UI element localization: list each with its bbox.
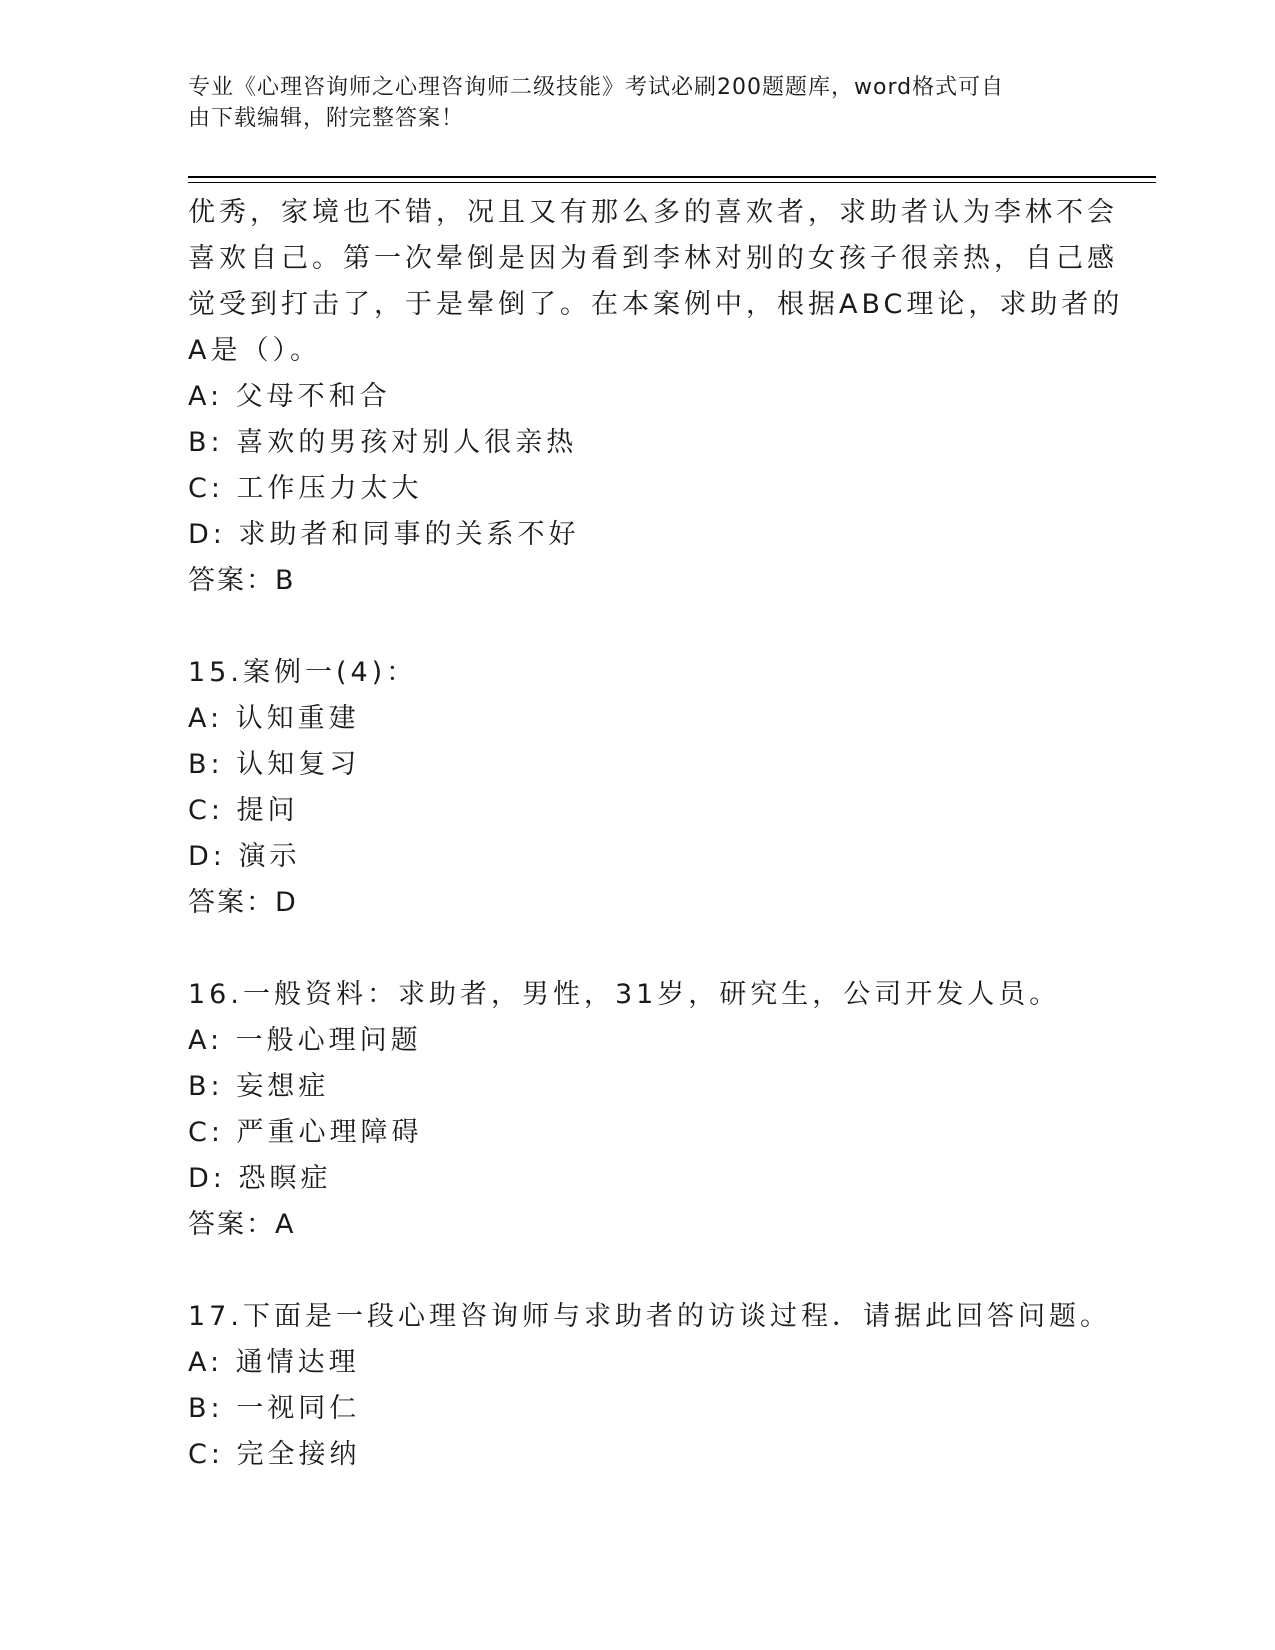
- answer-line: 答案：A: [188, 1209, 296, 1240]
- option-a: A: 认知重建: [188, 703, 360, 734]
- option-a: A: 父母不和合: [188, 381, 391, 412]
- header-line-2: 由下载编辑，附完整答案！: [188, 106, 465, 131]
- question-stem: 16.一般资料：求助者，男性，31岁，研究生，公司开发人员。: [188, 979, 1061, 1010]
- question-text-line: A是（）。: [188, 335, 321, 366]
- option-b: B: 认知复习: [188, 749, 361, 780]
- document-body: [188, 190, 1124, 1478]
- option-a: A: 通情达理: [188, 1347, 360, 1378]
- header-line-1: 专业《心理咨询师之心理咨询师二级技能》考试必刷200题题库，word格式可自: [188, 75, 1005, 100]
- header-rule-thin: [188, 182, 1156, 183]
- spacer: [188, 1248, 1068, 1294]
- question-16: [188, 972, 1068, 1248]
- option-d: D: 恐瞑症: [188, 1163, 332, 1194]
- document-header: [188, 72, 1068, 134]
- spacer: [188, 604, 1068, 650]
- question-stem: 15.案例一(4)：: [188, 657, 418, 688]
- answer-line: 答案：B: [188, 565, 296, 596]
- question-stem: 17.下面是一段心理咨询师与求助者的访谈过程．请据此回答问题。: [188, 1301, 1111, 1332]
- option-a: A: 一般心理问题: [188, 1025, 422, 1056]
- question-15: [188, 650, 1068, 926]
- option-b: B: 喜欢的男孩对别人很亲热: [188, 427, 578, 458]
- option-c: C: 完全接纳: [188, 1439, 361, 1470]
- option-d: D: 求助者和同事的关系不好: [188, 519, 580, 550]
- option-b: B: 妄想症: [188, 1071, 330, 1102]
- option-c: C: 严重心理障碍: [188, 1117, 423, 1148]
- header-rule-thick: [188, 176, 1156, 178]
- question-continuation: [188, 190, 1124, 604]
- option-d: D: 演示: [188, 841, 301, 872]
- option-b: B: 一视同仁: [188, 1393, 361, 1424]
- question-text-line: 喜欢自己。第一次晕倒是因为看到李林对别的女孩子很亲热，自己感: [188, 243, 1118, 274]
- spacer: [188, 926, 1068, 972]
- question-text-line: 觉受到打击了，于是晕倒了。在本案例中，根据ABC理论，求助者的: [188, 289, 1124, 320]
- question-17: [188, 1294, 1111, 1478]
- option-c: C: 提问: [188, 795, 299, 826]
- question-text-line: 优秀，家境也不错，况且又有那么多的喜欢者，求助者认为李林不会: [188, 197, 1118, 228]
- answer-line: 答案：D: [188, 887, 298, 918]
- option-c: C: 工作压力太大: [188, 473, 423, 504]
